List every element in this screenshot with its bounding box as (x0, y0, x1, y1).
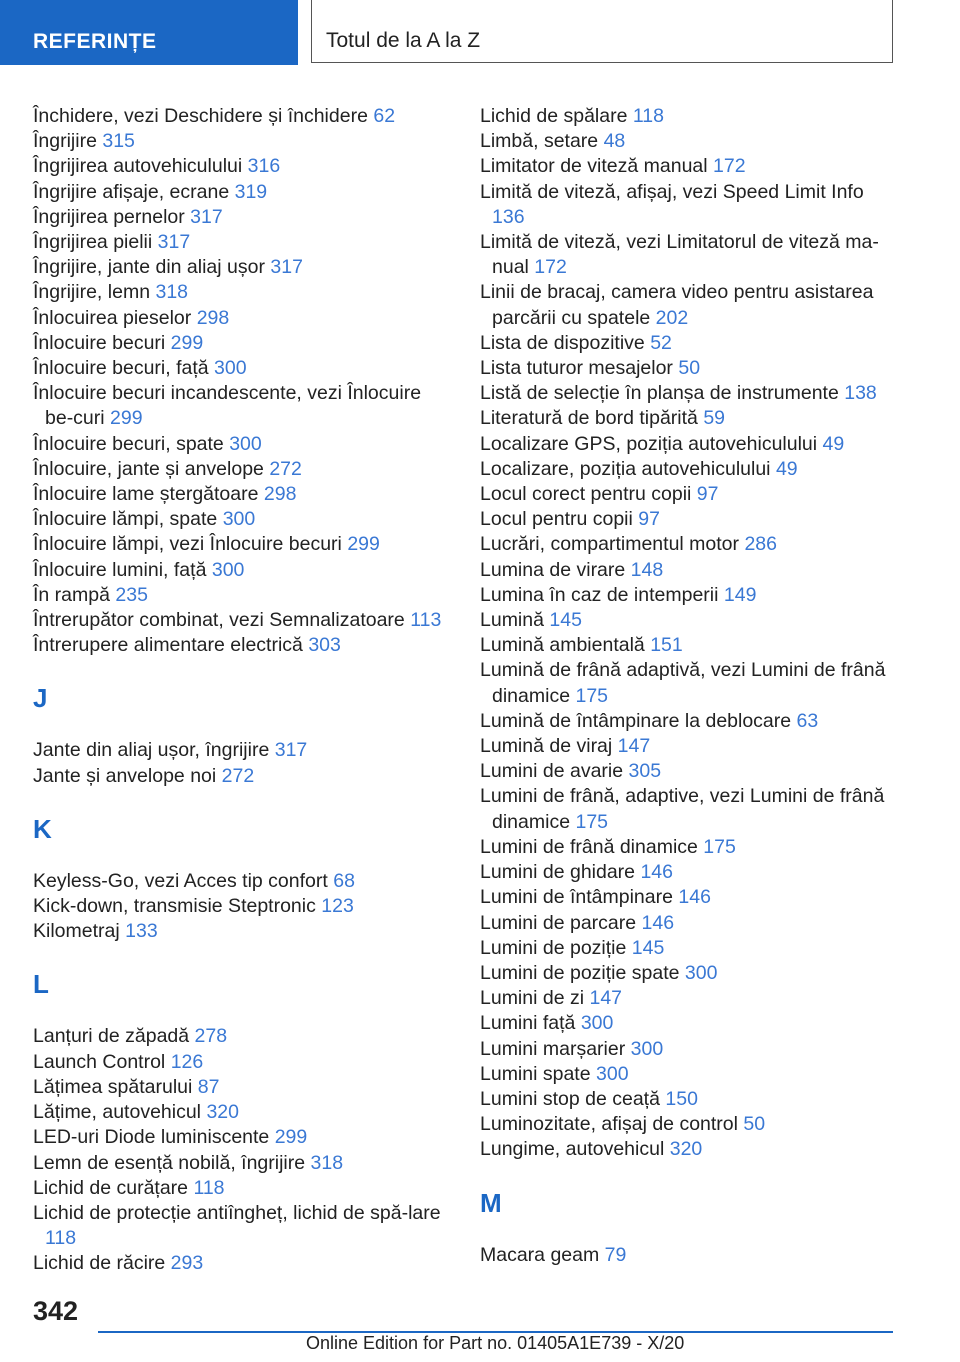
index-page-link[interactable]: 317 (270, 256, 303, 279)
index-page-link[interactable]: 293 (170, 1252, 204, 1275)
index-entry-text: Lumini față (480, 1012, 576, 1035)
index-entry-text: Lumină de viraj (480, 735, 613, 758)
index-page-link[interactable]: 79 (604, 1243, 627, 1266)
index-page-link[interactable]: 278 (194, 1025, 228, 1048)
index-page-link[interactable]: 272 (269, 457, 302, 480)
index-entry (480, 759, 900, 784)
index-page-link[interactable]: 172 (713, 155, 746, 178)
chapter-tab (311, 0, 893, 63)
index-entry (480, 331, 900, 356)
index-page-link[interactable]: 62 (373, 105, 396, 127)
index-page-link[interactable]: 146 (678, 886, 711, 909)
index-entry-text: Lumini de poziție spate (480, 961, 680, 984)
index-page-link[interactable]: 123 (321, 895, 354, 918)
index-entry (33, 1100, 448, 1125)
index-entry-text: Locul pentru copii (480, 508, 633, 531)
index-entry (480, 1243, 900, 1268)
index-entry-text: Înlocuire becuri incandescente, vezi Înlocuire be-curi (33, 382, 422, 430)
index-entry (480, 1062, 900, 1087)
index-page-link[interactable]: 87 (197, 1075, 220, 1098)
index-entry (480, 911, 900, 936)
index-entry (33, 331, 448, 356)
index-letter-heading: M (480, 1187, 502, 1218)
index-page-link[interactable]: 317 (157, 231, 191, 254)
index-page-link[interactable]: 299 (347, 533, 380, 556)
index-page-link[interactable]: 97 (638, 508, 660, 531)
index-entry-text: Limitator de viteză manual (480, 155, 708, 178)
index-page-link[interactable]: 235 (115, 583, 148, 606)
index-page-link[interactable]: 59 (703, 407, 726, 430)
index-entry (33, 507, 448, 532)
index-entry (480, 356, 900, 381)
index-entry-text: Lumini de ghidare (480, 861, 636, 884)
index-page-link[interactable]: 300 (214, 357, 247, 380)
index-letter-heading: L (33, 969, 49, 1000)
index-entry-text: Lumină ambientală (480, 634, 645, 657)
index-entry (33, 919, 448, 944)
index-entry-text: Listă de selecție în planșa de instrumente (480, 382, 839, 405)
index-entry (480, 507, 900, 532)
index-entry (480, 961, 900, 986)
index-entry-text: Lungime, autovehicul (480, 1138, 665, 1161)
index-entry (33, 280, 448, 305)
index-page-link[interactable]: 300 (596, 1062, 629, 1085)
index-entry-text: Înlocuirea pieselor (33, 306, 192, 329)
index-entry (480, 1137, 900, 1162)
index-page-link[interactable]: 126 (170, 1050, 204, 1073)
index-page-link[interactable]: 138 (844, 382, 877, 405)
index-entry (33, 306, 448, 331)
index-page-link[interactable]: 48 (603, 130, 626, 153)
index-page-link[interactable]: 147 (589, 987, 623, 1010)
index-page-link[interactable]: 202 (655, 306, 689, 329)
index-entry-text: Îngrijire, jante din aliaj ușor (33, 256, 265, 279)
index-letter-heading: J (33, 683, 48, 714)
index-entry-text: Întrerupător combinat, vezi Semnalizatoare (33, 609, 405, 632)
index-entry (480, 936, 900, 961)
index-entry (33, 104, 448, 129)
index-entry-text: Lichid de spălare (480, 105, 628, 127)
index-page-link[interactable]: 149 (723, 583, 757, 606)
index-entry (480, 180, 900, 230)
index-entry (33, 1075, 448, 1100)
index-entry (33, 558, 448, 583)
index-page-link[interactable]: 50 (743, 1113, 766, 1136)
index-entry-text: Lățime, autovehicul (33, 1101, 202, 1124)
index-entry (33, 1125, 448, 1150)
index-page-link[interactable]: 147 (617, 735, 651, 758)
index-page-link[interactable]: 299 (274, 1126, 308, 1149)
index-entry-text: Lumini stop de ceață (480, 1087, 660, 1110)
index-entry-text: Localizare, poziția autovehiculului (480, 457, 771, 480)
index-entry-text: Kilometraj (33, 920, 120, 943)
index-entry-text: Lumini de zi (480, 987, 585, 1010)
index-entry-text: Îngrijirea autovehiculului (33, 155, 243, 178)
index-entry-text: Îngrijirea pernelor (33, 205, 185, 228)
index-entry (33, 1251, 448, 1276)
index-entry (480, 280, 900, 330)
index-page-link[interactable]: 52 (650, 331, 672, 354)
index-entry-text: Îngrijire afișaje, ecrane (33, 180, 230, 203)
index-entry (480, 860, 900, 885)
index-entry-text: Jante și anvelope noi (33, 764, 217, 787)
index-entry-text: În rampă (33, 583, 110, 606)
index-entry (33, 381, 448, 431)
index-entry (33, 1176, 448, 1201)
index-entry-text: Jante din aliaj ușor, îngrijire (33, 739, 270, 762)
index-entry-text: Limită de viteză, afișaj, vezi Speed Limit Info (480, 180, 864, 203)
index-entry-text: Lumini marșarier (480, 1037, 626, 1060)
index-entry-text: Lumini de frână dinamice (480, 835, 698, 858)
index-page-link[interactable]: 136 (492, 205, 525, 228)
index-entry-text: Lichid de răcire (33, 1252, 166, 1275)
index-page-link[interactable]: 113 (410, 609, 442, 632)
index-entry-text: Înlocuire lumini, față (33, 558, 207, 581)
index-entry-text: Închidere, vezi Deschidere și închidere (33, 105, 368, 127)
index-entry (33, 180, 448, 205)
index-entry (33, 532, 448, 557)
index-entry-text: Lumina în caz de intemperii (480, 583, 719, 606)
index-entry-text: Literatură de bord tipărită (480, 407, 698, 430)
index-page-link[interactable]: 50 (678, 357, 701, 380)
index-entry-text: Înlocuire becuri, spate (33, 432, 224, 455)
index-page-link[interactable]: 97 (696, 483, 719, 506)
index-page-link[interactable]: 300 (229, 432, 262, 455)
index-entry (480, 1112, 900, 1137)
index-page-link[interactable]: 317 (190, 205, 223, 228)
index-entry (33, 764, 448, 789)
index-page-link[interactable]: 49 (775, 457, 798, 480)
index-entry (480, 734, 900, 759)
index-entry (33, 608, 448, 633)
index-entry-text: Înlocuire becuri, față (33, 357, 209, 380)
index-entry (33, 738, 448, 763)
index-entry (33, 255, 448, 280)
index-entry-text: Întrerupere alimentare electrică (33, 634, 303, 657)
index-page-link[interactable]: 63 (796, 709, 819, 732)
index-entry (480, 658, 900, 708)
index-entry (480, 583, 900, 608)
index-page-link[interactable]: 320 (206, 1101, 239, 1124)
index-entry-text: Locul corect pentru copii (480, 483, 692, 506)
index-page-link[interactable]: 300 (630, 1037, 664, 1060)
index-entry-text: Lichid de protecție antiîngheț, lichid de spă-lare (33, 1201, 441, 1224)
index-page-link[interactable]: 151 (650, 634, 683, 657)
index-entry-text: Înlocuire, jante și anvelope (33, 457, 264, 480)
index-entry-text: Înlocuire becuri (33, 331, 166, 354)
index-page-link[interactable]: 172 (534, 256, 567, 279)
index-entry-text: Limită de viteză, vezi Limitatorul de viteză ma-nual (480, 231, 879, 279)
index-entry-text: Lumini spate (480, 1062, 591, 1085)
index-entry-text: Lista de dispozitive (480, 331, 645, 354)
index-entry (33, 1024, 448, 1049)
index-page-link[interactable]: 299 (110, 407, 143, 430)
index-page-link[interactable]: 175 (575, 684, 609, 707)
index-entry (480, 482, 900, 507)
index-entry-text: Îngrijire, lemn (33, 281, 151, 304)
page-number: 342 (33, 1296, 79, 1326)
chapter-title: Totul de la A la Z (326, 29, 481, 52)
index-page-link[interactable]: 272 (221, 764, 255, 787)
index-entry (480, 1011, 900, 1036)
index-letter-heading: K (33, 813, 52, 844)
index-entry-text: Lumini de poziție (480, 936, 627, 959)
index-page-link[interactable]: 318 (310, 1151, 344, 1174)
index-entry (480, 835, 900, 860)
index-page-link[interactable]: 300 (211, 558, 245, 581)
index-entry (33, 356, 448, 381)
index-entry (33, 154, 448, 179)
index-entry-text: Lumină de întâmpinare la deblocare (480, 709, 792, 732)
index-page-link[interactable]: 49 (822, 432, 845, 455)
index-page-link[interactable]: 175 (575, 810, 609, 833)
index-entry (33, 1050, 448, 1075)
index-entry-text: Lista tuturor mesajelor (480, 357, 673, 380)
index-entry (480, 986, 900, 1011)
index-entry (33, 432, 448, 457)
index-entry-text: Lumini de întâmpinare (480, 886, 673, 909)
index-entry (480, 1087, 900, 1112)
index-column-right (480, 104, 900, 1268)
index-page-link[interactable]: 298 (196, 306, 230, 329)
edition-footer: Online Edition for Part no. 01405A1E739 - X/20 (306, 1333, 685, 1353)
index-page-link[interactable]: 68 (333, 869, 355, 892)
index-page-link[interactable]: 118 (45, 1227, 77, 1250)
index-entry-text: Lumina de virare (480, 558, 626, 581)
index-entry (33, 1151, 448, 1176)
index-column-left (33, 104, 448, 1277)
index-page-link[interactable]: 300 (684, 961, 718, 984)
index-entry-text: Lanțuri de zăpadă (33, 1025, 190, 1048)
index-entry-text: Lumini de frână, adaptive, vezi Lumini de frână dinamice (480, 785, 885, 833)
index-entry (480, 129, 900, 154)
index-entry-text: Lumină de frână adaptivă, vezi Lumini de frână dinamice (480, 659, 886, 707)
index-entry (480, 885, 900, 910)
index-entry-text: Localizare GPS, poziția autovehiculului (480, 432, 818, 455)
index-entry (480, 784, 900, 834)
index-page-link[interactable]: 305 (628, 760, 662, 783)
index-entry (480, 532, 900, 557)
index-entry (480, 608, 900, 633)
index-entry (33, 583, 448, 608)
index-page-link[interactable]: 286 (744, 533, 777, 556)
index-entry (480, 1037, 900, 1062)
index-entry-text: Lichid de curățare (33, 1176, 189, 1199)
index-entry-text: LED-uri Diode luminiscente (33, 1126, 270, 1149)
index-entry-text: Luminozitate, afișaj de control (480, 1113, 738, 1136)
index-page-link[interactable]: 145 (549, 609, 582, 632)
index-entry (480, 230, 900, 280)
index-page-link[interactable]: 319 (234, 180, 268, 203)
index-entry-text: Lumini de avarie (480, 760, 624, 783)
index-entry-text: Launch Control (33, 1050, 166, 1073)
index-page-link[interactable]: 133 (125, 920, 158, 943)
index-entry-text: Lățimea spătarului (33, 1075, 193, 1098)
index-page-link[interactable]: 303 (308, 634, 341, 657)
index-entry-text: Îngrijirea pielii (33, 231, 153, 254)
index-entry (480, 154, 900, 179)
index-page-link[interactable]: 150 (665, 1087, 698, 1110)
index-entry (33, 129, 448, 154)
index-entry (480, 406, 900, 431)
index-entry-text: Lucrări, compartimentul motor (480, 533, 740, 556)
index-entry (480, 104, 900, 129)
index-page-link[interactable]: 298 (263, 483, 297, 506)
index-entry (480, 381, 900, 406)
index-entry (33, 482, 448, 507)
index-page-link[interactable]: 118 (193, 1176, 225, 1199)
index-entry-text: Keyless-Go, vezi Acces tip confort (33, 869, 328, 892)
index-entry (33, 869, 448, 894)
index-entry-text: Lumini de parcare (480, 911, 637, 934)
index-entry (33, 1201, 448, 1251)
section-tab (0, 0, 298, 65)
index-entry-text: Kick-down, transmisie Steptronic (33, 895, 316, 918)
index-page-link[interactable]: 315 (102, 130, 135, 153)
index-page-link[interactable]: 146 (641, 911, 675, 934)
index-entry-text: Lemn de esență nobilă, îngrijire (33, 1151, 306, 1174)
index-entry (480, 558, 900, 583)
index-entry (480, 457, 900, 482)
index-page-link[interactable]: 316 (247, 155, 281, 178)
index-page-link[interactable]: 299 (170, 331, 204, 354)
index-page-link[interactable]: 318 (155, 281, 189, 304)
index-entry (33, 205, 448, 230)
index-page-link[interactable]: 300 (222, 508, 256, 531)
index-page-link[interactable]: 317 (274, 739, 308, 762)
index-entry-text: Limbă, setare (480, 130, 599, 153)
index-entry-text: Înlocuire lame ștergătoare (33, 483, 259, 506)
index-entry (33, 894, 448, 919)
index-entry-text: Lumină (480, 609, 544, 632)
index-entry (480, 432, 900, 457)
index-page-link[interactable]: 118 (632, 105, 664, 127)
index-page-link[interactable]: 148 (630, 558, 664, 581)
index-page-link[interactable]: 145 (631, 936, 665, 959)
index-entry (33, 633, 448, 658)
index-entry (480, 709, 900, 734)
index-page-link[interactable]: 320 (669, 1138, 703, 1161)
index-entry-text: Înlocuire lămpi, vezi Înlocuire becuri (33, 533, 342, 556)
index-page-link[interactable]: 300 (580, 1012, 614, 1035)
index-entry-text: Înlocuire lămpi, spate (33, 508, 218, 531)
index-entry (33, 457, 448, 482)
index-entry (33, 230, 448, 255)
section-title: REFERINȚE (33, 30, 157, 53)
index-page-link[interactable]: 175 (703, 835, 736, 858)
index-entry (480, 633, 900, 658)
index-page-link[interactable]: 146 (640, 861, 673, 884)
index-entry-text: Linii de bracaj, camera video pentru asistarea parcării cu spatele (480, 281, 874, 329)
index-entry-text: Macara geam (480, 1243, 600, 1266)
index-entry-text: Îngrijire (33, 130, 97, 153)
